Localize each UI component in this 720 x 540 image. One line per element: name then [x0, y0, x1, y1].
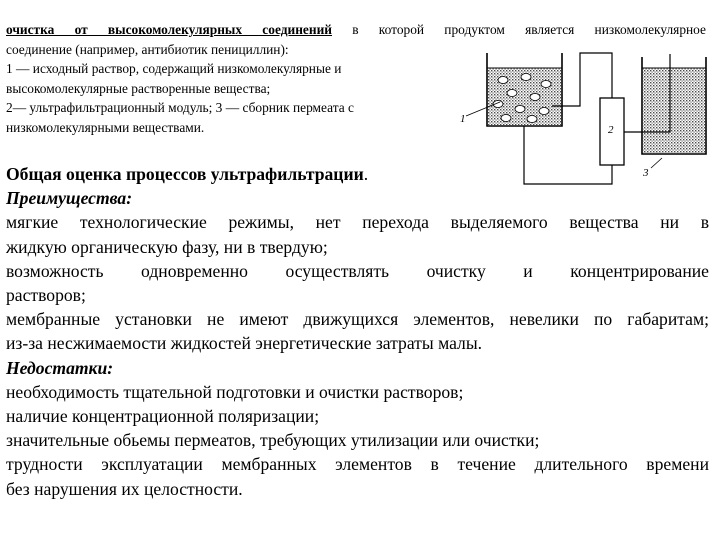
disadvantage-line: трудности эксплуатации мембранных элементов в течение длительного времени — [6, 454, 709, 475]
intro-line: высокомолекулярные растворенные вещества; — [6, 80, 271, 96]
advantage-line: мембранные установки не имеют движущихся элементов, невелики по габаритам; — [6, 309, 709, 330]
diagram-label-3: 3 — [643, 167, 649, 179]
disadvantage-line: наличие концентрационной поляризации; — [6, 406, 320, 427]
advantage-line: мягкие технологические режимы, нет перехода выделяемого вещества ни в — [6, 212, 709, 233]
advantage-line: из-за несжимаемости жидкостей энергетические затраты малы. — [6, 333, 483, 354]
diagram-label-1: 1 — [460, 113, 466, 125]
main-text — [6, 162, 709, 501]
disadvantage-line: необходимость тщательной подготовки и очистки растворов; — [6, 381, 464, 402]
diagram-label-2: 2 — [608, 124, 614, 136]
intro-first-line — [6, 20, 706, 40]
intro-line: 2— ультрафильтрационный модуль; 3 — сборник пермеата с — [6, 100, 354, 116]
section-heading: Общая оценка процессов ультрафильтрации — [6, 164, 364, 184]
advantage-line: возможность одновременно осуществлять очистку и концентрирование — [6, 260, 709, 281]
disadvantage-line: значительные обьемы пермеатов, требующих утилизации или очистки; — [6, 430, 540, 451]
intro-title-rest: в которой продуктом является низкомолекулярное — [332, 22, 706, 37]
intro-line: низкомолекулярными веществами. — [6, 119, 205, 135]
intro-title: очистка от высокомолекулярных соединений — [6, 22, 333, 37]
source-vessel — [487, 53, 562, 126]
advantage-line: растворов; — [6, 285, 86, 306]
section-heading-tail: . — [363, 164, 369, 184]
advantages-title: Преимущества: — [6, 188, 133, 209]
intro-line: 1 — исходный раствор, содержащий низкомолекулярные и — [6, 61, 342, 77]
intro-line: соединение (например, антибиотик пенициллин): — [6, 41, 289, 57]
disadvantages-title: Недостатки: — [6, 357, 114, 378]
intro-text — [6, 20, 706, 138]
permeate-collector — [642, 57, 706, 154]
advantage-line: жидкую органическую фазу, ни в твердую; — [6, 236, 328, 257]
disadvantage-line: без нарушения их целостности. — [6, 478, 243, 499]
section-heading-row — [6, 162, 709, 186]
